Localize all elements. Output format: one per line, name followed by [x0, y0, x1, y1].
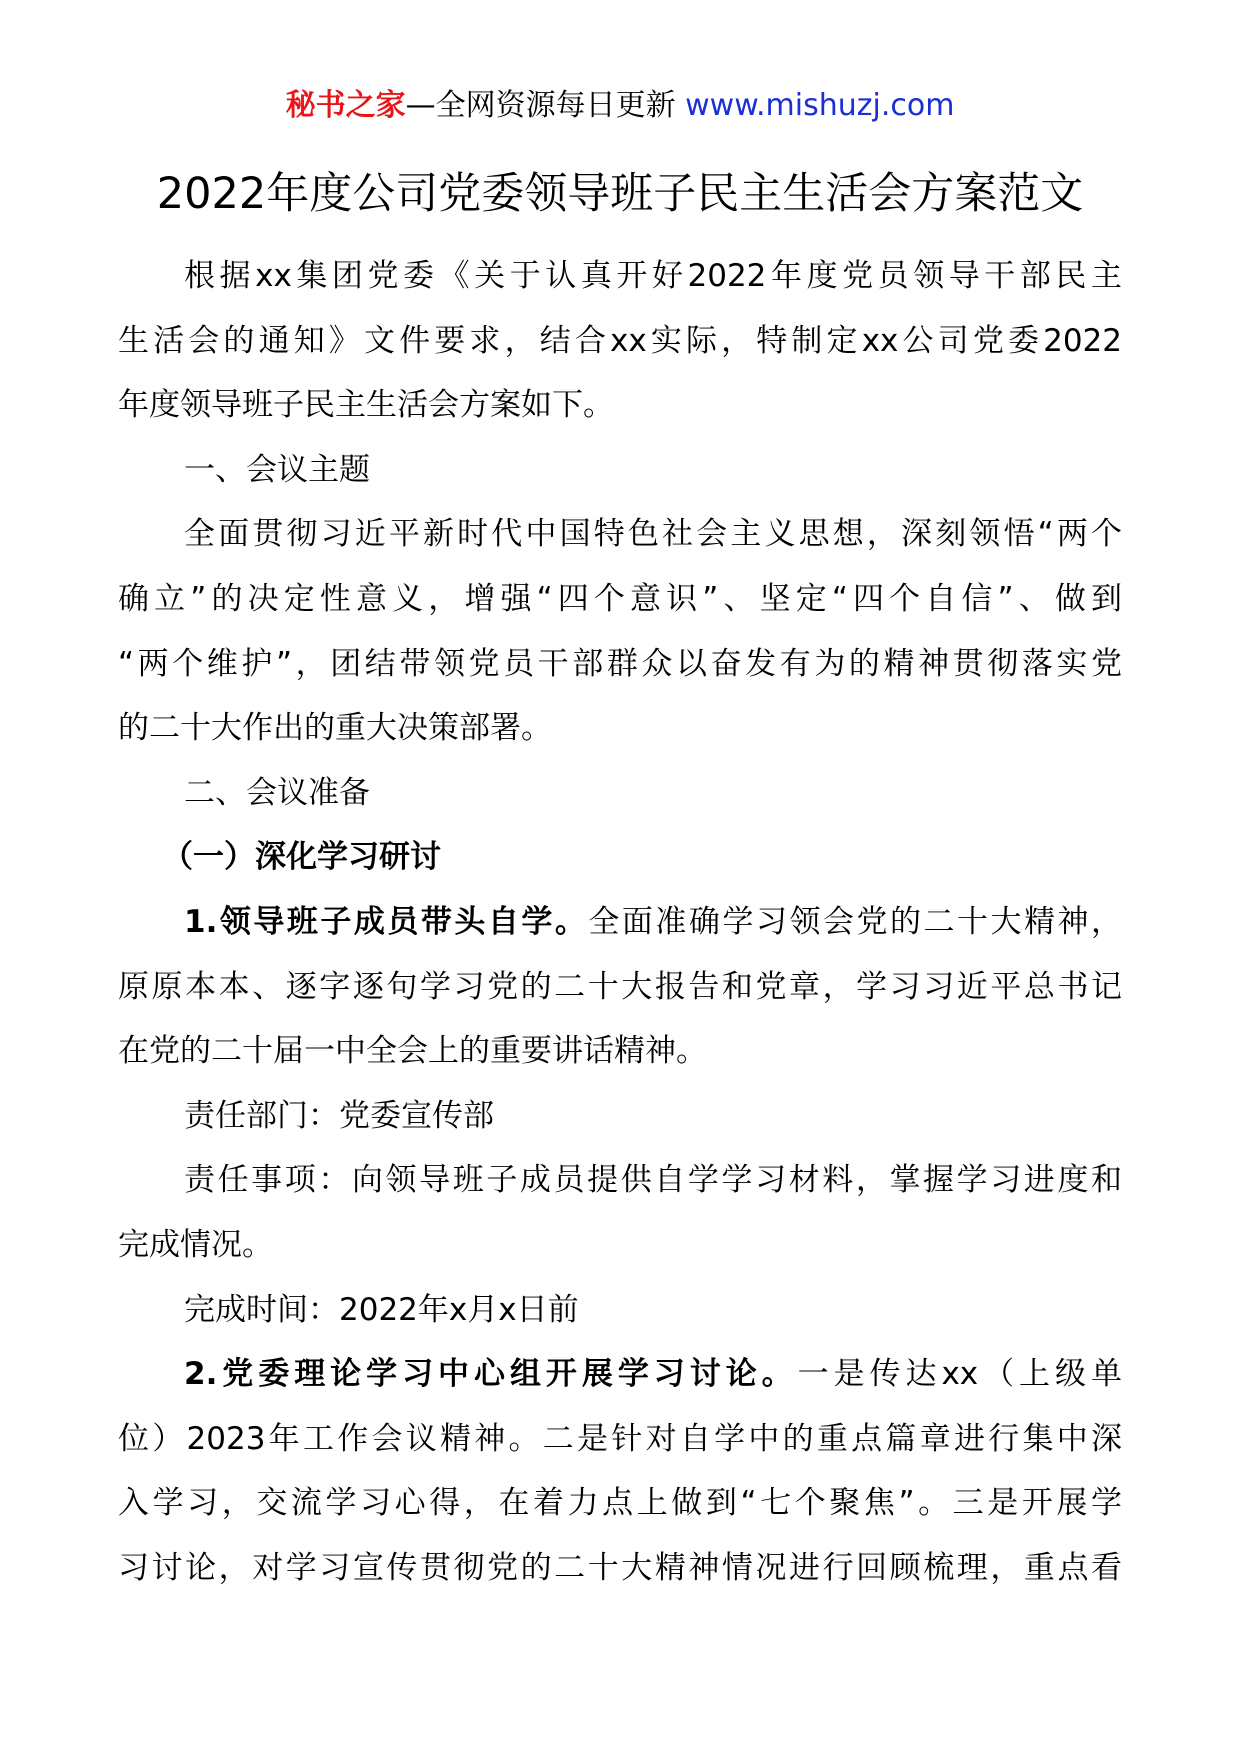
banner-url-link[interactable]: www.mishuzj.com — [685, 88, 955, 123]
body-line: 责任部门：党委宣传部 — [184, 1097, 494, 1134]
section-heading: 二、会议准备 — [184, 774, 370, 811]
body-line: 全面贯彻习近平新时代中国特色社会主义思想，深刻领悟“两个 — [184, 516, 1122, 553]
body-line: 确立”的决定性意义，增强“四个意识”、坚定“四个自信”、做到 — [118, 580, 1122, 617]
body-line: 完成时间：2022年x月x日前 — [184, 1291, 579, 1328]
body-line: 完成情况。 — [118, 1226, 273, 1263]
section-heading: 一、会议主题 — [184, 451, 370, 488]
body-line: 根据xx集团党委《关于认真开好2022年度党员领导干部民主 — [184, 258, 1122, 294]
document-body — [118, 244, 1122, 1600]
item-text: 一是传达xx（上级单 — [797, 1356, 1122, 1393]
body-line: 生活会的通知》文件要求，结合xx实际，特制定xx公司党委2022 — [118, 322, 1122, 359]
banner-brand: 秘书之家 — [285, 88, 406, 123]
document-title: 2022年度公司党委领导班子民主生活会方案范文 — [156, 169, 1084, 219]
body-line: 在党的二十届一中全会上的重要讲话精神。 — [118, 1033, 707, 1070]
body-line: 位）2023年工作会议精神。二是针对自学中的重点篇章进行集中深 — [118, 1420, 1122, 1457]
body-line: 原原本本、逐字逐句学习党的二十大报告和党章，学习习近平总书记 — [118, 968, 1122, 1005]
item-text: 全面准确学习领会党的二十大精神， — [588, 903, 1122, 940]
body-line: 的二十大作出的重大决策部署。 — [118, 710, 552, 747]
subsection-heading: （一）深化学习研讨 — [162, 839, 441, 876]
site-banner — [0, 86, 1240, 126]
body-line — [118, 1342, 1122, 1407]
item-heading: 1.领导班子成员带头自学。 — [184, 903, 589, 940]
body-line: 习讨论，对学习宣传贯彻党的二十大精神情况进行回顾梳理，重点看 — [118, 1549, 1122, 1586]
body-line — [118, 890, 1122, 955]
banner-tagline: —全网资源每日更新 — [405, 88, 686, 123]
body-line: “两个维护”，团结带领党员干部群众以奋发有为的精神贯彻落实党 — [118, 645, 1122, 682]
body-line: 年度领导班子民主生活会方案如下。 — [118, 387, 614, 424]
body-line: 责任事项：向领导班子成员提供自学学习材料，掌握学习进度和 — [184, 1162, 1122, 1199]
body-line: 入学习，交流学习心得，在着力点上做到“七个聚焦”。三是开展学 — [118, 1485, 1122, 1522]
item-heading: 2.党委理论学习中心组开展学习讨论。 — [184, 1356, 798, 1393]
